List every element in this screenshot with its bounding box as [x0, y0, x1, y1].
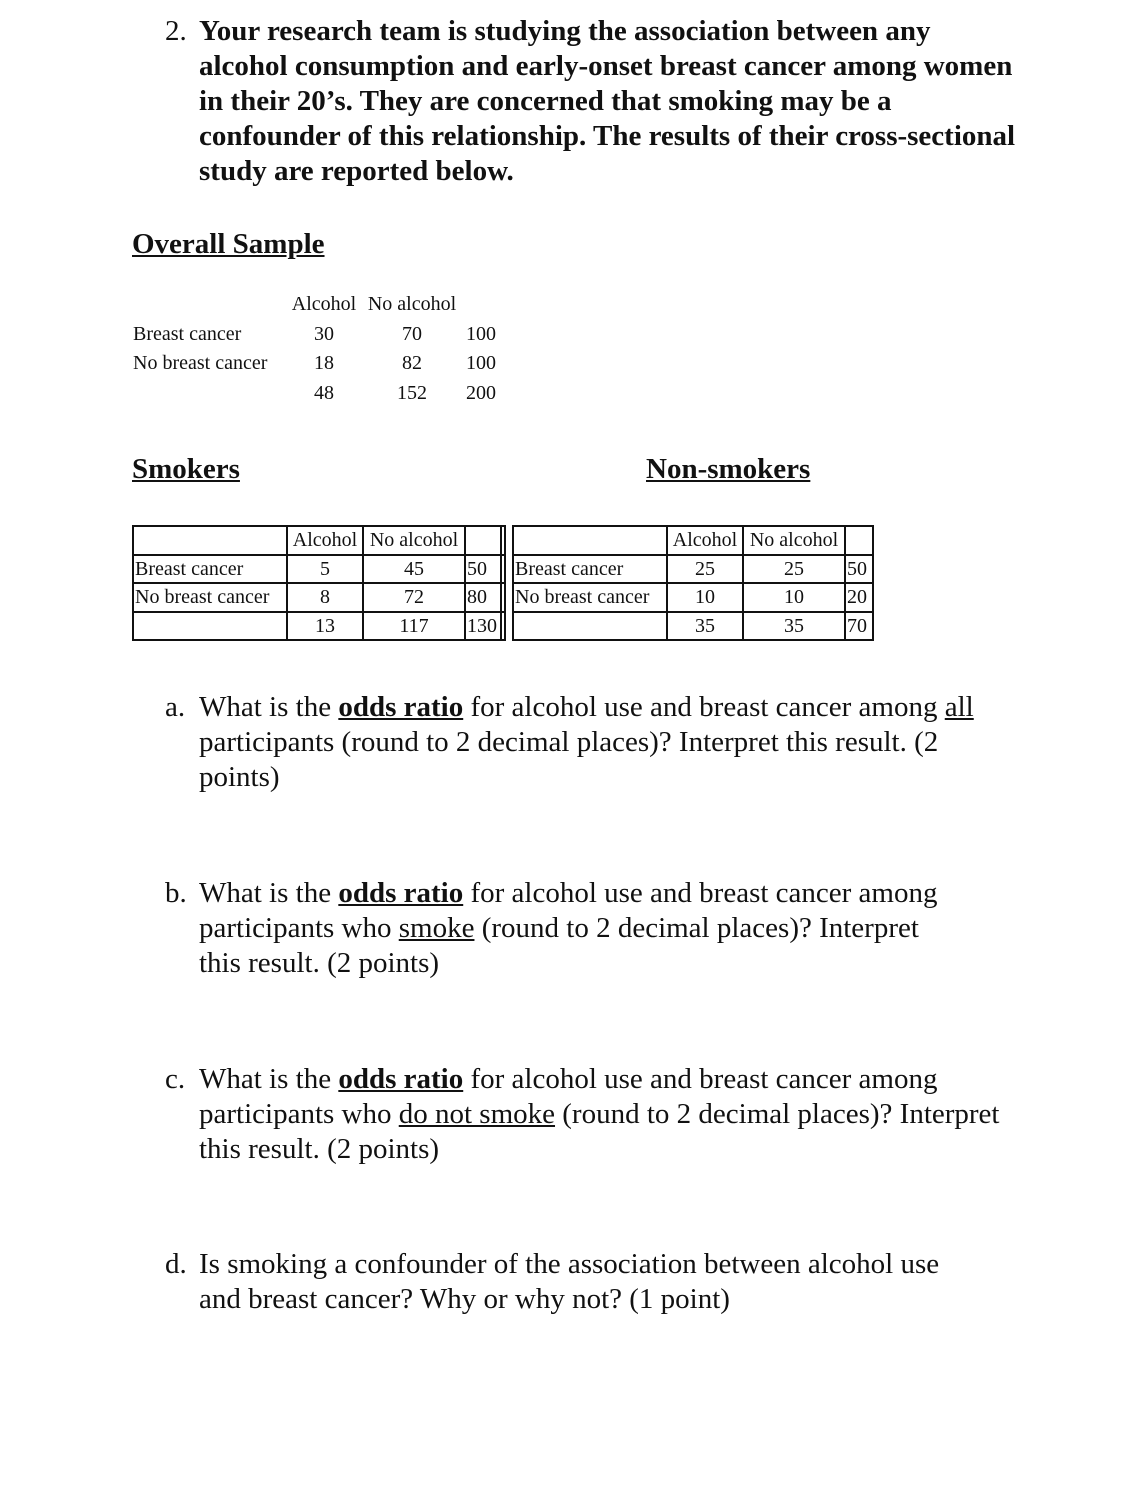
total-no-alcohol: 152	[397, 381, 427, 404]
text-run: What is the	[199, 1063, 339, 1095]
table-totals-row	[513, 612, 873, 641]
grand-total: 70	[845, 612, 873, 641]
cell-total: 50	[465, 555, 501, 584]
row-label: Breast cancer	[513, 555, 667, 584]
text-run: for alcohol use and breast cancer among participants who	[199, 1063, 938, 1130]
empty-cell	[462, 290, 500, 320]
cell-no-alcohol: 10	[743, 583, 845, 612]
emphasis-underline: do not smoke	[398, 1098, 556, 1130]
emphasis-odds-ratio: odds ratio	[338, 877, 464, 909]
cell-total: 20	[845, 583, 873, 612]
empty-cell	[133, 290, 286, 320]
row-label: No breast cancer	[513, 583, 667, 612]
text-run: for alcohol use and breast cancer among	[463, 691, 945, 723]
table-header-row	[133, 290, 500, 320]
empty-cell	[133, 612, 287, 641]
total-no-alcohol: 117	[363, 612, 465, 641]
total-no-alcohol: 35	[743, 612, 845, 641]
subquestion-a	[165, 690, 1025, 795]
subquestion-letter: d.	[165, 1248, 187, 1280]
subquestion-text	[199, 690, 1025, 795]
table-totals-row	[133, 612, 505, 641]
row-label: Breast cancer	[133, 555, 287, 584]
nonsmokers-table	[512, 525, 874, 641]
table-row	[513, 555, 873, 584]
total-alcohol: 48	[314, 381, 334, 404]
subquestion-text	[199, 1062, 1025, 1167]
empty-cell	[465, 526, 501, 555]
cell-no-alcohol: 70	[402, 322, 422, 345]
empty-cell	[501, 555, 505, 584]
subquestion-letter: a.	[165, 691, 186, 723]
table-row	[513, 583, 873, 612]
table-row	[133, 583, 505, 612]
cell-alcohol: 30	[314, 322, 334, 345]
col-header-alcohol: Alcohol	[291, 293, 357, 315]
smokers-table	[132, 525, 506, 641]
cell-no-alcohol: 25	[743, 555, 845, 584]
emphasis-underline: all	[944, 691, 974, 723]
empty-cell	[845, 526, 873, 555]
col-header-no-alcohol: No alcohol	[743, 526, 845, 555]
cell-no-alcohol: 82	[402, 352, 422, 374]
cell-alcohol: 10	[667, 583, 743, 612]
row-label: No breast cancer	[133, 352, 268, 374]
table-row	[133, 555, 505, 584]
emphasis-odds-ratio: odds ratio	[338, 691, 464, 723]
empty-cell	[513, 612, 667, 641]
cell-alcohol: 5	[287, 555, 363, 584]
empty-cell	[133, 526, 287, 555]
cell-total: 100	[466, 352, 496, 374]
table-row	[133, 349, 500, 379]
text-run: What is the	[199, 691, 339, 723]
col-header-no-alcohol: No alcohol	[363, 526, 465, 555]
subquestion-b	[165, 876, 1025, 981]
overall-sample-heading: Overall Sample	[132, 228, 325, 260]
cell-alcohol: 18	[314, 352, 334, 374]
text-run: participants (round to 2 decimal places)? Interpret this result. (2 points)	[199, 726, 939, 793]
subquestion-letter: c.	[165, 1063, 186, 1095]
table-totals-row	[133, 379, 500, 409]
grand-total: 200	[466, 381, 496, 404]
empty-cell	[133, 379, 286, 409]
empty-cell	[501, 612, 505, 641]
cell-total: 100	[466, 322, 496, 345]
col-header-alcohol: Alcohol	[667, 526, 743, 555]
nonsmokers-heading: Non-smokers	[646, 453, 811, 485]
subquestion-d	[165, 1247, 1025, 1317]
cell-total: 80	[465, 583, 501, 612]
text-run: What is the	[199, 877, 339, 909]
row-label: Breast cancer	[133, 322, 242, 345]
col-header-alcohol: Alcohol	[287, 526, 363, 555]
empty-cell	[513, 526, 667, 555]
table-header-row	[133, 526, 505, 555]
smokers-heading: Smokers	[132, 453, 240, 485]
subquestion-text	[199, 876, 959, 981]
cell-alcohol: 8	[287, 583, 363, 612]
grand-total: 130	[465, 612, 501, 641]
question-2	[165, 14, 1025, 189]
text-run: (round to 2 decimal places)? Interpret this result. (2 points)	[199, 912, 919, 979]
col-header-no-alcohol: No alcohol	[367, 293, 457, 315]
subquestion-c	[165, 1062, 1025, 1167]
text-run: for alcohol use and breast cancer among participants who	[199, 877, 938, 944]
table-row	[133, 320, 500, 350]
total-alcohol: 35	[667, 612, 743, 641]
subquestion-text: Is smoking a confounder of the association between alcohol use and breast cancer? Why or why not? (1 point)	[199, 1248, 940, 1315]
question-number: 2.	[165, 15, 187, 47]
table-header-row	[513, 526, 873, 555]
cell-alcohol: 25	[667, 555, 743, 584]
cell-total: 50	[845, 555, 873, 584]
total-alcohol: 13	[287, 612, 363, 641]
cell-no-alcohol: 72	[363, 583, 465, 612]
subquestion-letter: b.	[165, 877, 187, 909]
cell-no-alcohol: 45	[363, 555, 465, 584]
overall-sample-table	[133, 290, 500, 408]
row-label: No breast cancer	[133, 583, 287, 612]
empty-cell	[501, 526, 505, 555]
text-run: (round to 2 decimal places)? Interpret this result. (2 points)	[199, 1098, 1000, 1165]
empty-cell	[501, 583, 505, 612]
question-text: Your research team is studying the association between any alcohol consumption and early-onset breast cancer among women in their 20’s. They are concerned that smoking may be a confounder of this relationship. The results of their cross-sectional study are reported below.	[199, 15, 1016, 187]
emphasis-underline: smoke	[398, 912, 475, 944]
emphasis-odds-ratio: odds ratio	[338, 1063, 464, 1095]
